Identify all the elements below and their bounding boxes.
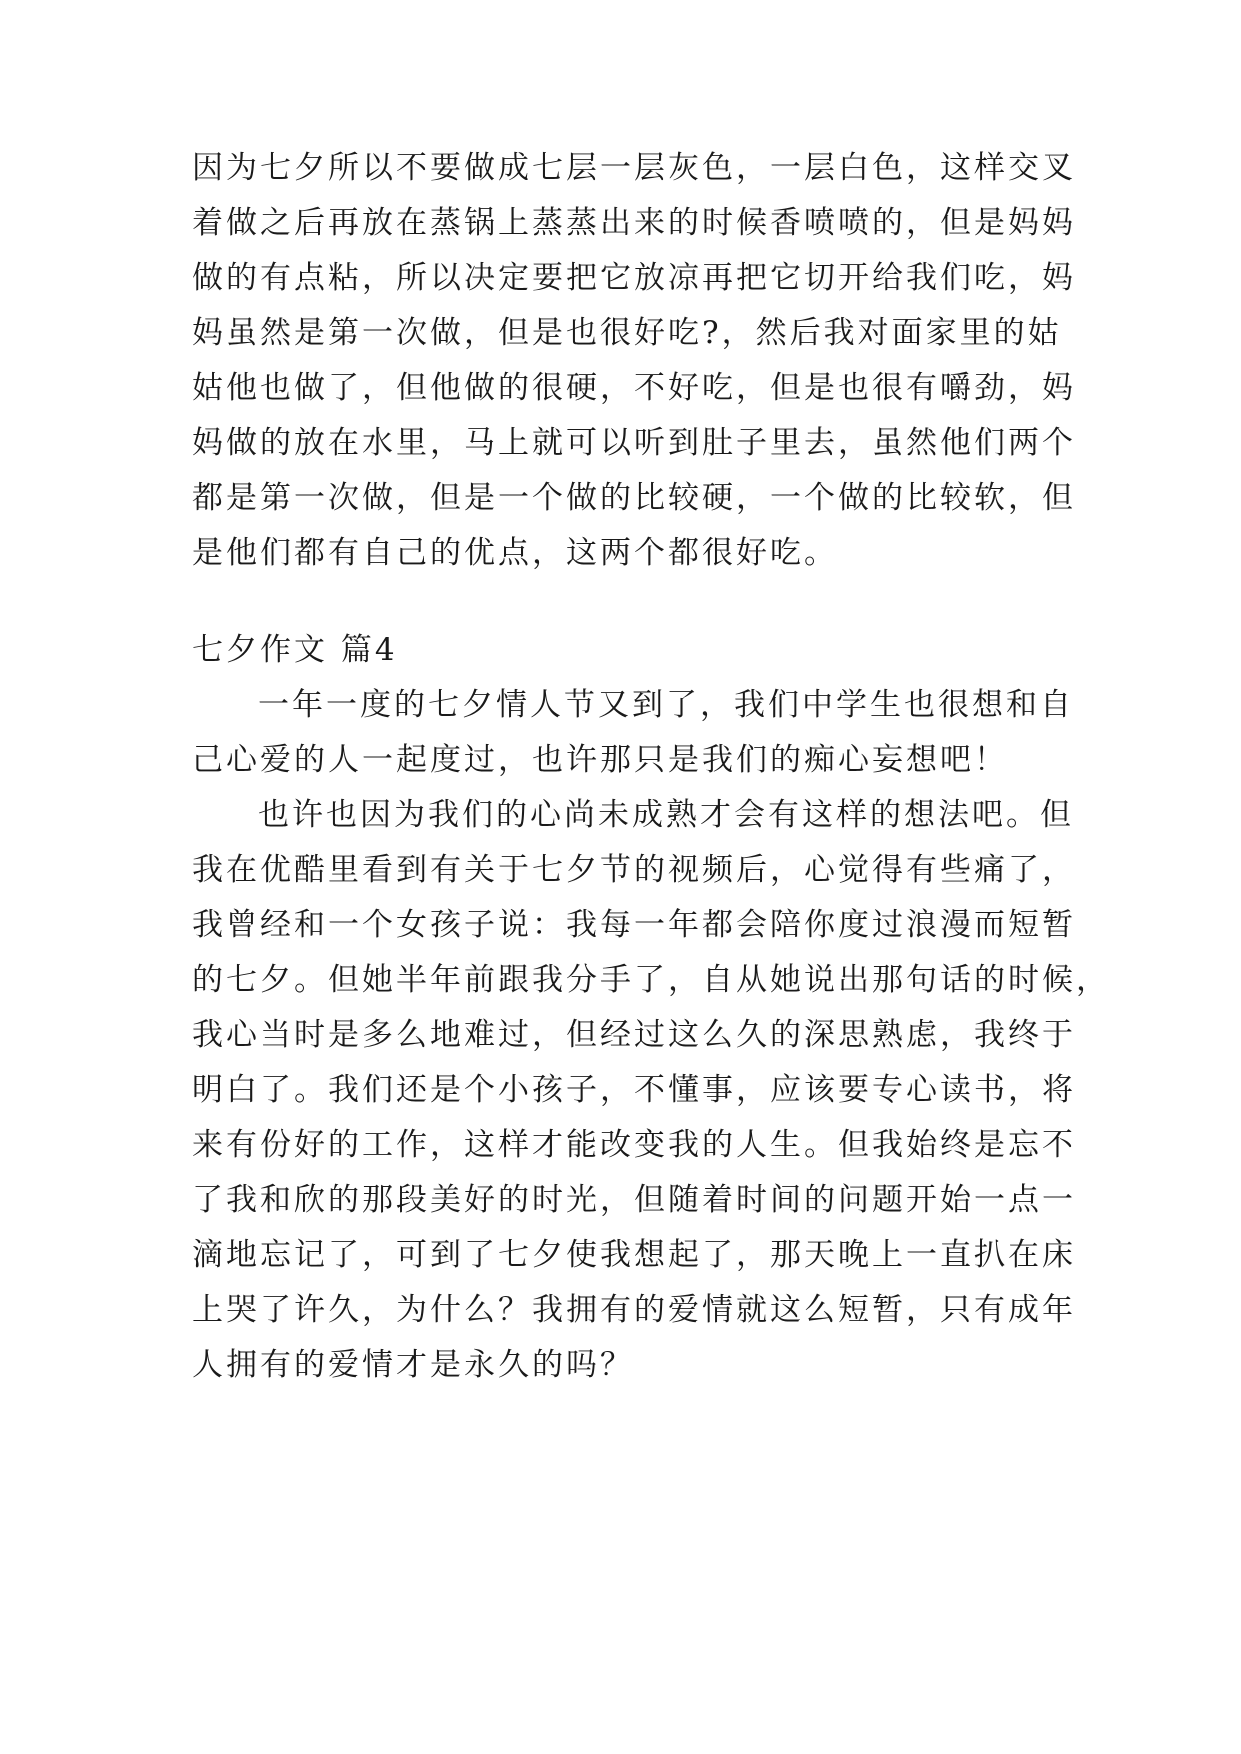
text-line: 我在优酷里看到有关于七夕节的视频后，心觉得有些痛了， (192, 852, 1076, 888)
text-line: 了我和欣的那段美好的时光，但随着时间的问题开始一点一 (192, 1182, 1076, 1218)
text-line: 是他们都有自己的优点，这两个都很好吃。 (192, 535, 838, 571)
text-line: 妈虽然是第一次做，但是也很好吃?，然后我对面家里的姑 (192, 315, 1062, 351)
text-line: 着做之后再放在蒸锅上蒸蒸出来的时候香喷喷的，但是妈妈 (192, 205, 1076, 241)
text-line: 来有份好的工作，这样才能改变我的人生。但我始终是忘不 (192, 1127, 1076, 1163)
text-line: 滴地忘记了，可到了七夕使我想起了，那天晚上一直扒在床 (192, 1237, 1076, 1273)
text-line: 姑他也做了，但他做的很硬，不好吃，但是也很有嚼劲，妈 (192, 370, 1076, 406)
text-line: 明白了。我们还是个小孩子，不懂事，应该要专心读书，将 (192, 1072, 1076, 1108)
text-line: 因为七夕所以不要做成七层一层灰色，一层白色，这样交叉 (192, 150, 1076, 186)
text-line: 上哭了许久，为什么？我拥有的爱情就这么短暂，只有成年 (192, 1292, 1076, 1328)
text-line: 也许也因为我们的心尚未成熟才会有这样的想法吧。但 (258, 797, 1074, 833)
text-line: 的七夕。但她半年前跟我分手了，自从她说出那句话的时候， (192, 962, 1110, 998)
text-line: 我曾经和一个女孩子说：我每一年都会陪你度过浪漫而短暂 (192, 907, 1076, 943)
text-line: 人拥有的爱情才是永久的吗？ (192, 1347, 634, 1383)
text-line: 我心当时是多么地难过，但经过这么久的深思熟虑，我终于 (192, 1017, 1076, 1053)
text-line: 一年一度的七夕情人节又到了，我们中学生也很想和自 (258, 687, 1074, 723)
section-heading: 七夕作文 篇4 (192, 632, 398, 668)
text-line: 己心爱的人一起度过，也许那只是我们的痴心妄想吧！ (192, 742, 1008, 778)
text-line: 都是第一次做，但是一个做的比较硬，一个做的比较软，但 (192, 480, 1076, 516)
text-line: 妈做的放在水里，马上就可以听到肚子里去，虽然他们两个 (192, 425, 1076, 461)
text-line: 做的有点粘，所以决定要把它放凉再把它切开给我们吃，妈 (192, 260, 1076, 296)
